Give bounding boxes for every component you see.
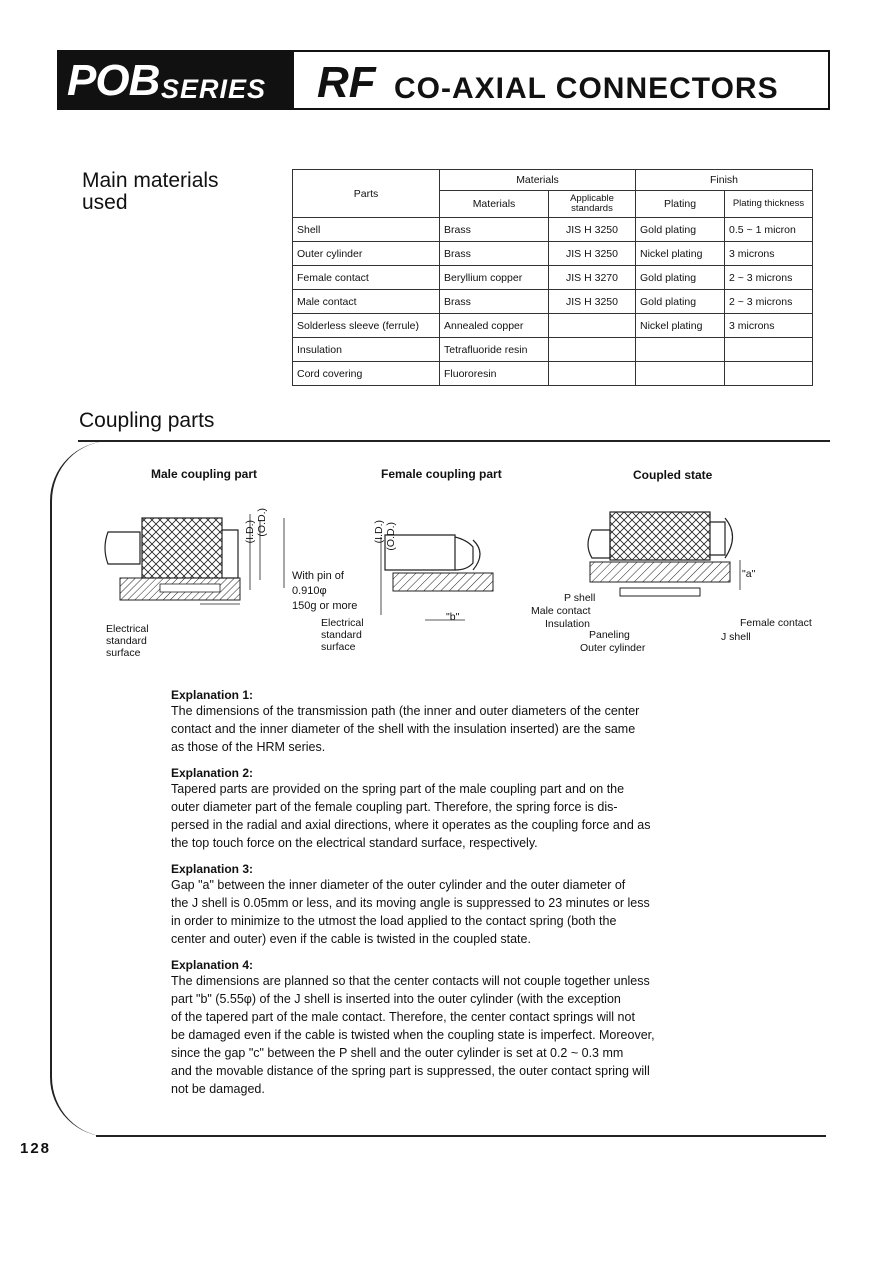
col-header-standards: Applicable standards [549, 191, 636, 218]
female-electrical-line3: surface [321, 641, 356, 653]
gap-a-label: "a" [742, 568, 756, 580]
explanations [171, 688, 691, 1098]
page-title: CO-AXIAL CONNECTORS [394, 72, 779, 105]
paneling-label: Paneling [589, 629, 630, 641]
cell-material: Brass [440, 218, 549, 242]
p-shell-label: P shell [564, 592, 596, 604]
explanation-line: The dimensions of the transmission path (the inner and outer diameters of the center [171, 704, 640, 718]
explanation-line: outer diameter part of the female coupling part. Therefore, the spring force is dis- [171, 800, 618, 814]
explanation-title: Explanation 2: [171, 766, 254, 780]
cell-plating: Gold plating [636, 290, 725, 314]
outer-cylinder-label: Outer cylinder [580, 642, 646, 654]
cell-thickness: 3 microns [725, 314, 813, 338]
j-shell-label: J shell [721, 631, 751, 643]
table-row [293, 266, 813, 290]
cell-standard [549, 362, 636, 386]
explanation-line: since the gap "c" between the P shell and the outer cylinder is set at 0.2 ~ 0.3 mm [171, 1046, 624, 1060]
explanation-3 [171, 862, 691, 948]
series-word: SERIES [161, 74, 267, 104]
explanation-line: as those of the HRM series. [171, 740, 326, 754]
explanation-line: The dimensions are planned so that the center contacts will not couple together unless [171, 974, 650, 988]
table-row [293, 290, 813, 314]
cell-thickness: 3 microns [725, 242, 813, 266]
coupled-state-drawing [580, 500, 750, 610]
series-badge [59, 52, 294, 108]
explanation-line: part "b" (5.55φ) of the J shell is inserted into the outer cylinder (with the exception [171, 992, 621, 1006]
explanation-2 [171, 766, 691, 852]
table-row [293, 314, 813, 338]
female-diagram-title: Female coupling part [381, 467, 502, 481]
cell-material: Annealed copper [440, 314, 549, 338]
cell-part: Cord covering [293, 362, 440, 386]
pin-line1: With pin of [292, 570, 344, 582]
frame-top-rule [78, 440, 830, 442]
col-header-finish-group: Finish [636, 170, 813, 191]
cell-standard [549, 338, 636, 362]
table-row [293, 338, 813, 362]
female-id-label: (I.D.) [373, 520, 385, 544]
male-electrical-line2: standard [106, 635, 147, 647]
explanation-line: the J shell is 0.05mm or less, and its moving angle is suppressed to 23 minutes or less [171, 896, 650, 910]
materials-title-line1: Main materials [82, 169, 219, 192]
explanation-4 [171, 958, 691, 1098]
cell-plating: Gold plating [636, 266, 725, 290]
cell-thickness: 0.5 ~ 1 micron [725, 218, 813, 242]
cell-plating: Nickel plating [636, 314, 725, 338]
cell-material: Brass [440, 290, 549, 314]
explanation-title: Explanation 3: [171, 862, 254, 876]
insulation-label: Insulation [545, 618, 590, 630]
table-row [293, 362, 813, 386]
explanation-line: Tapered parts are provided on the spring part of the male coupling part and on the [171, 782, 625, 796]
female-electrical-line1: Electrical [321, 617, 364, 629]
explanation-line: not be damaged. [171, 1082, 265, 1096]
col-header-parts: Parts [293, 170, 440, 218]
col-header-materials-group: Materials [440, 170, 636, 191]
coupled-diagram-title: Coupled state [633, 468, 713, 482]
explanation-line: the top touch force on the electrical standard surface, respectively. [171, 836, 538, 850]
explanation-1 [171, 688, 691, 756]
table-row [293, 218, 813, 242]
cell-standard: JIS H 3250 [549, 218, 636, 242]
explanation-line: in order to minimize to the utmost the load applied to the contact spring (both the [171, 914, 617, 928]
female-electrical-line2: standard [321, 629, 362, 641]
female-od-label: (O.D.) [385, 522, 397, 551]
pin-gauge-label [292, 569, 357, 614]
male-diagram-title: Male coupling part [151, 467, 258, 481]
explanation-line: Gap "a" between the inner diameter of the outer cylinder and the outer diameter of [171, 878, 626, 892]
table-row [293, 242, 813, 266]
cell-plating: Nickel plating [636, 242, 725, 266]
male-coupling-drawing [100, 500, 300, 620]
male-contact-label: Male contact [531, 605, 591, 617]
cell-material: Brass [440, 242, 549, 266]
col-header-materials: Materials [440, 191, 549, 218]
materials-title [82, 170, 219, 214]
part-b-label: "b" [446, 611, 460, 623]
rf-label: RF [317, 58, 376, 107]
cell-plating [636, 362, 725, 386]
header-banner [57, 50, 830, 110]
male-electrical-label [106, 623, 149, 659]
cell-thickness: 2 ~ 3 microns [725, 266, 813, 290]
cell-plating [636, 338, 725, 362]
explanation-title: Explanation 1: [171, 688, 254, 702]
male-electrical-line3: surface [106, 647, 141, 659]
frame-bottom-rule [96, 1135, 826, 1137]
cell-standard: JIS H 3270 [549, 266, 636, 290]
female-contact-label: Female contact [740, 617, 812, 629]
explanation-line: be damaged even if the cable is twisted when the coupling state is imperfect. Moreover, [171, 1028, 655, 1042]
female-electrical-label [321, 617, 364, 653]
cell-standard [549, 314, 636, 338]
cell-part: Insulation [293, 338, 440, 362]
cell-part: Outer cylinder [293, 242, 440, 266]
explanation-title: Explanation 4: [171, 958, 254, 972]
explanation-line: of the tapered part of the male contact. Therefore, the center contact springs will not [171, 1010, 635, 1024]
series-code: POB [67, 56, 160, 105]
cell-material: Beryllium copper [440, 266, 549, 290]
cell-material: Tetrafluoride resin [440, 338, 549, 362]
male-od-label: (O.D.) [256, 508, 268, 537]
cell-standard: JIS H 3250 [549, 242, 636, 266]
page-number: 128 [20, 1140, 52, 1157]
explanation-line: persed in the radial and axial directions, where it operates as the coupling force and as [171, 818, 651, 832]
cell-thickness [725, 362, 813, 386]
male-id-label: (I.D.) [244, 520, 256, 544]
cell-part: Shell [293, 218, 440, 242]
col-header-thickness: Plating thickness [725, 191, 813, 218]
explanation-line: contact and the inner diameter of the shell with the insulation inserted) are the same [171, 722, 636, 736]
male-electrical-line1: Electrical [106, 623, 149, 635]
cell-thickness [725, 338, 813, 362]
cell-part: Male contact [293, 290, 440, 314]
col-header-plating: Plating [636, 191, 725, 218]
cell-thickness: 2 ~ 3 microns [725, 290, 813, 314]
materials-table [292, 169, 813, 386]
cell-part: Solderless sleeve (ferrule) [293, 314, 440, 338]
cell-standard: JIS H 3250 [549, 290, 636, 314]
coupling-title: Coupling parts [79, 409, 215, 432]
cell-part: Female contact [293, 266, 440, 290]
explanation-line: and the movable distance of the spring part is suppressed, the outer contact spring will [171, 1064, 650, 1078]
pin-line3: 150g or more [292, 600, 358, 612]
pin-line2: 0.910φ [292, 585, 327, 597]
cell-plating: Gold plating [636, 218, 725, 242]
explanation-line: center and outer) even if the cable is twisted in the coupled state. [171, 932, 531, 946]
materials-title-line2: used [82, 191, 128, 214]
cell-material: Fluororesin [440, 362, 549, 386]
